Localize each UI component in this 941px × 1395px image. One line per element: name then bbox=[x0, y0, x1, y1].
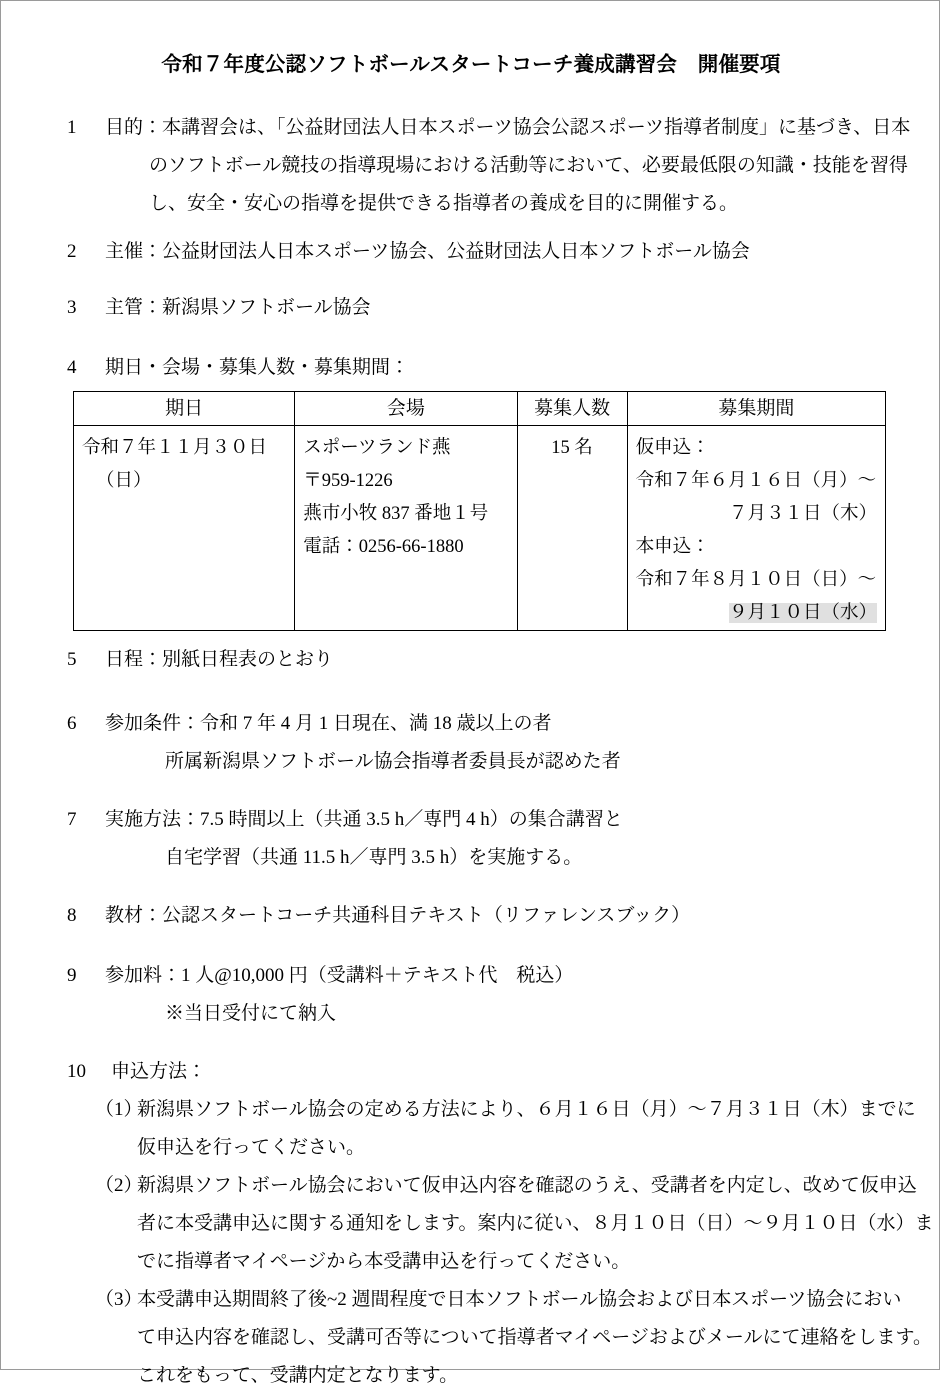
section-line: のソフトボール競技の指導現場における活動等において、必要最低限の知識・技能を習得 bbox=[149, 155, 908, 176]
section-body bbox=[105, 233, 897, 271]
section-number: 7 bbox=[67, 809, 77, 830]
section-1-purpose bbox=[67, 109, 911, 223]
section-body bbox=[105, 289, 897, 327]
section-line: 参加条件：令和 7 年 4 月 1 日現在、満 18 歳以上の者 bbox=[105, 713, 552, 734]
cell-line: 本申込： bbox=[635, 537, 710, 557]
list-item-line: 者に本受講申込に関する通知をします。案内に従い、８月１０日（日）～９月１０日（水）ま bbox=[137, 1213, 934, 1234]
cell-line: 令和７年１１月３０日 bbox=[82, 438, 268, 458]
section-number: 1 bbox=[67, 117, 77, 138]
section-number: 4 bbox=[67, 357, 77, 378]
section-4-schedule-heading bbox=[67, 349, 897, 387]
table-cell-date bbox=[74, 426, 295, 631]
section-number: 6 bbox=[67, 713, 77, 734]
table-header-capacity: 募集人数 bbox=[517, 392, 627, 426]
list-item-line: 仮申込を行ってください。 bbox=[137, 1137, 366, 1158]
cell-line: 〒959-1226 bbox=[303, 471, 393, 491]
section-number: 9 bbox=[67, 965, 77, 986]
table-cell-period bbox=[627, 426, 885, 631]
section-7-method bbox=[67, 801, 897, 877]
cell-line bbox=[636, 597, 877, 630]
list-item bbox=[95, 1167, 934, 1281]
section-body bbox=[105, 109, 910, 223]
section-2-organizer bbox=[67, 233, 897, 271]
cell-line: 令和７年６月１６日（月）～ bbox=[635, 471, 877, 491]
list-item bbox=[95, 1281, 932, 1395]
section-number: 8 bbox=[67, 905, 77, 926]
section-number: 5 bbox=[67, 649, 77, 670]
cell-line: 仮申込： bbox=[635, 438, 710, 458]
section-body bbox=[105, 957, 897, 1033]
section-number: 3 bbox=[67, 297, 77, 318]
list-item bbox=[95, 1091, 916, 1167]
section-9-fee bbox=[67, 957, 897, 1033]
schedule-table-wrapper bbox=[73, 391, 886, 631]
list-item-number: （1） bbox=[95, 1099, 143, 1120]
list-item-line: 本受講申込期間終了後~2 週間程度で日本ソフトボール協会および日本スポーツ協会におい bbox=[137, 1289, 902, 1310]
table-cell-capacity bbox=[517, 426, 627, 631]
section-number: 10 bbox=[67, 1061, 86, 1082]
section-body bbox=[105, 641, 897, 679]
cell-line: 燕市小牧 837 番地１号 bbox=[303, 504, 489, 524]
section-line: 実施方法：7.5 時間以上（共通 3.5 h／専門 4 h）の集合講習と bbox=[105, 809, 623, 830]
cell-line: 電話：0256-66-1880 bbox=[303, 537, 464, 557]
section-line: 期日・会場・募集人数・募集期間： bbox=[105, 357, 410, 378]
page-title: 令和７年度公認ソフトボールスタートコーチ養成講習会 開催要項 bbox=[161, 54, 781, 76]
section-line: 主催：公益財団法人日本スポーツ協会、公益財団法人日本ソフトボール協会 bbox=[105, 241, 750, 262]
table-cell-venue bbox=[295, 426, 517, 631]
section-line: 主管：新潟県ソフトボール協会 bbox=[105, 297, 371, 318]
section-body bbox=[105, 349, 897, 387]
table-header-period: 募集期間 bbox=[627, 392, 885, 426]
list-item-line: て申込内容を確認し、受講可否等について指導者マイページおよびメールにて連絡をします。 bbox=[137, 1327, 932, 1348]
cell-line: 15 名 bbox=[551, 438, 593, 458]
cell-line: スポーツランド燕 bbox=[303, 438, 451, 458]
cell-line: ７月３１日（木） bbox=[728, 504, 877, 524]
section-body bbox=[105, 897, 897, 935]
section-line: 所属新潟県ソフトボール協会指導者委員長が認めた者 bbox=[165, 751, 621, 772]
section-line: 参加料：1 人@10,000 円（受講料＋テキスト代 税込） bbox=[105, 965, 574, 986]
section-body bbox=[105, 801, 897, 877]
section-number: 2 bbox=[67, 241, 77, 262]
application-steps-list bbox=[67, 1091, 934, 1395]
section-3-administrator bbox=[67, 289, 897, 327]
list-item-number: （2） bbox=[95, 1175, 143, 1196]
list-item-line: 新潟県ソフトボール協会の定める方法により、６月１６日（月）～７月３１日（木）までに bbox=[137, 1099, 916, 1120]
list-item-body bbox=[137, 1281, 932, 1395]
section-line: し、安全・安心の指導を提供できる指導者の養成を目的に開催する。 bbox=[149, 193, 739, 214]
section-line: 日程：別紙日程表のとおり bbox=[105, 649, 334, 670]
list-item-number: （3） bbox=[95, 1289, 143, 1310]
cell-line: （日） bbox=[96, 471, 152, 491]
section-body bbox=[105, 705, 897, 781]
section-line: 目的：本講習会は、「公益財団法人日本スポーツ協会公認スポーツ指導者制度」に基づき、日本 bbox=[105, 117, 911, 138]
list-item-line: これをもって、受講内定となります。 bbox=[137, 1365, 459, 1386]
section-10-application bbox=[67, 1053, 934, 1395]
table-header-date: 期日 bbox=[74, 392, 295, 426]
highlighted-text: ９月１０日（水） bbox=[728, 603, 877, 623]
list-item-line: 新潟県ソフトボール協会において仮申込内容を確認のうえ、受講者を内定し、改めて仮申込 bbox=[137, 1175, 917, 1196]
section-line: ※当日受付にて納入 bbox=[165, 1003, 337, 1024]
cell-line: 令和７年８月１０日（日）～ bbox=[635, 570, 877, 590]
section-5-program bbox=[67, 641, 897, 679]
section-line: 教材：公認スタートコーチ共通科目テキスト（リファレンスブック） bbox=[105, 905, 691, 926]
section-line: 申込方法： bbox=[111, 1061, 207, 1082]
section-8-materials bbox=[67, 897, 897, 935]
section-body bbox=[111, 1053, 897, 1091]
section-line: 自宅学習（共通 11.5 h／専門 3.5 h）を実施する。 bbox=[165, 847, 583, 868]
table-header-row bbox=[74, 392, 886, 426]
list-item-body bbox=[137, 1091, 916, 1167]
table-header-venue: 会場 bbox=[295, 392, 517, 426]
table-row bbox=[74, 426, 886, 631]
schedule-table bbox=[73, 391, 886, 631]
list-item-line: でに指導者マイページから本受講申込を行ってください。 bbox=[137, 1251, 631, 1272]
list-item-body bbox=[137, 1167, 933, 1281]
section-6-eligibility bbox=[67, 705, 897, 781]
